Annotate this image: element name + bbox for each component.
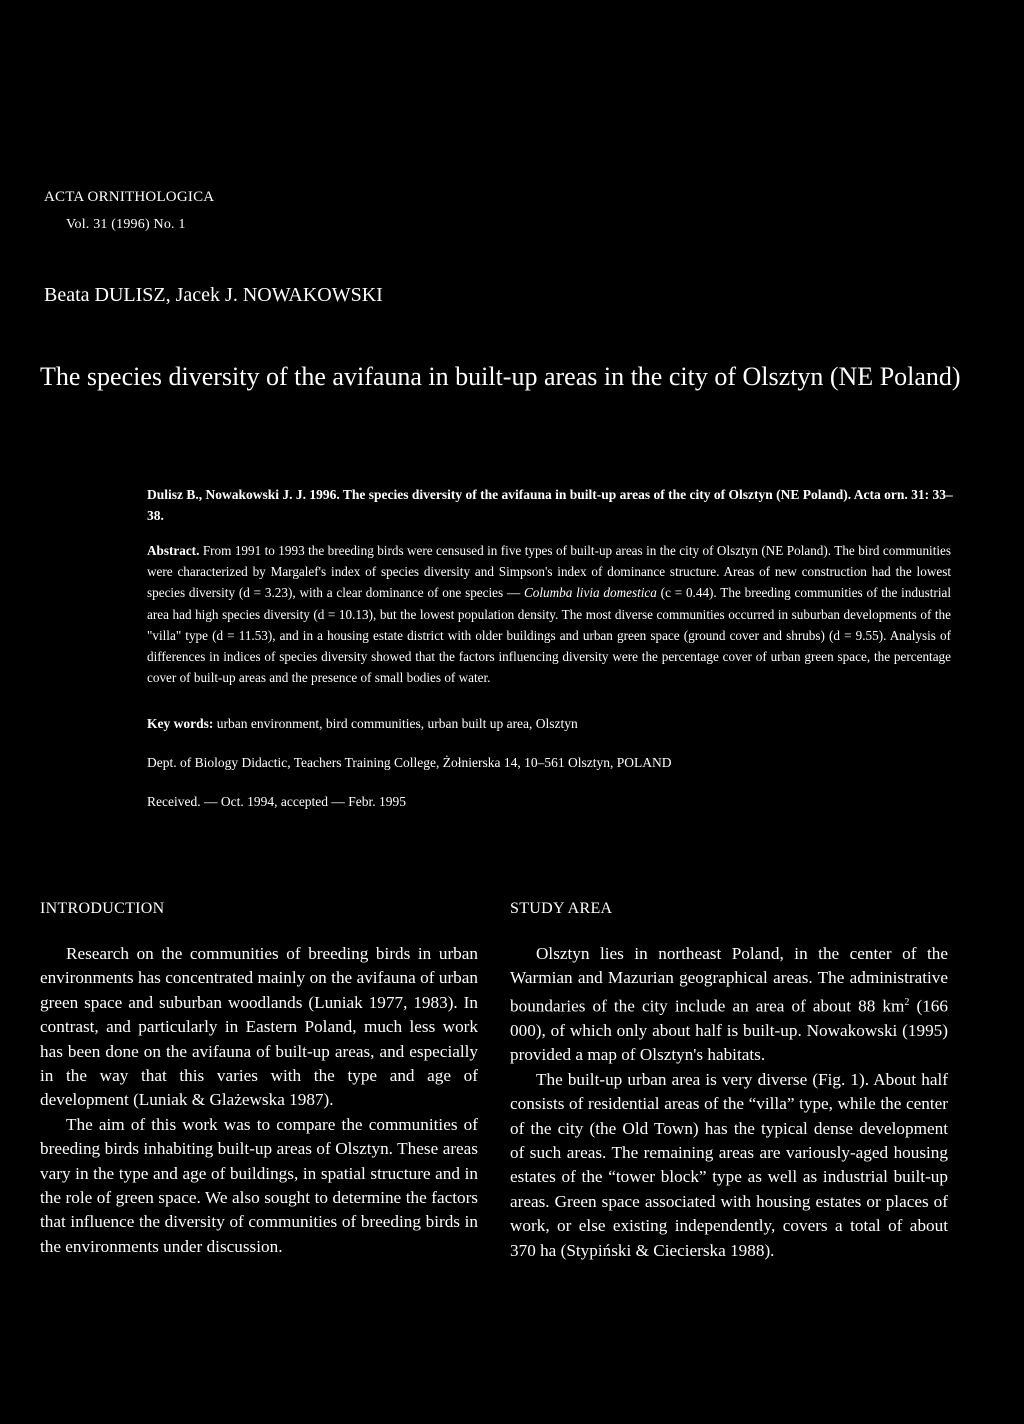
introduction-paragraph: The aim of this work was to compare the communities of breeding birds inhabiting built-up areas of Olsztyn. These areas vary in the type and age of buildings, in spatial structure and in the role of green space. We also sought to determine the factors that influence the diversity of communities of breeding birds in the environments under discussion. bbox=[40, 1114, 478, 1256]
affiliation: Dept. of Biology Didactic, Teachers Training College, Żołnierska 14, 10–561 Olsztyn, POLAND bbox=[147, 755, 672, 770]
abstract-species: Columba livia domestica bbox=[523, 585, 657, 601]
introduction-paragraph: Research on the communities of breeding birds in urban environments has concentrated mainly on the avifauna of urban green space and suburban woodlands (Luniak 1977, 1983). In contrast, and particularly in Eastern Poland, much less work has been done on the avifauna of built-up areas, and especially in the way that this varies with the type and age of development (Luniak & Glażewska 1987). bbox=[40, 944, 478, 1110]
journal-name: ACTA ORNITHOLOGICA bbox=[44, 189, 215, 205]
authors: Beata DULISZ, Jacek J. NOWAKOWSKI bbox=[44, 284, 383, 306]
study-area-body bbox=[510, 942, 948, 1263]
study-area-paragraph bbox=[510, 942, 948, 1068]
abstract bbox=[147, 540, 951, 688]
abstract-text-2: (c = 0.44). The breeding communities of the industrial area had high species diversity (d = 10.13), but the lowest population density. The most diverse communities occurred in suburban developments of the "villa" type (d = 11.53), and in a housing estate district with older buildings and urban green space (ground cover and shrubs) (d = 9.55). Analysis of differences in indices of species diversity showed that the factors influencing diversity were the percentage cover of urban green space, the percentage cover of built-up areas and the presence of small bodies of water. bbox=[147, 585, 952, 686]
journal-header bbox=[44, 187, 214, 235]
km-superscript: 2 bbox=[904, 996, 910, 1008]
introduction-body bbox=[40, 942, 478, 1259]
abstract-label: Abstract. bbox=[147, 543, 200, 558]
keywords-label: Key words: bbox=[147, 716, 214, 731]
received-dates: Received. — Oct. 1994, accepted — Febr. 1995 bbox=[147, 794, 407, 809]
keywords-text: urban environment, bird communities, urban built up area, Olsztyn bbox=[216, 716, 578, 731]
study-area-p1-a: Olsztyn lies in northeast Poland, in the center of the Warmian and Mazurian geographical areas. The administrative boundaries of the city include an area of about 88 km bbox=[510, 944, 948, 1016]
citation: Dulisz B., Nowakowski J. J. 1996. The species diversity of the avifauna in built-up areas of the city of Olsztyn (NE Poland). Acta orn. 31: 33–38. bbox=[147, 487, 953, 523]
journal-volume: Vol. 31 (1996) No. 1 bbox=[66, 217, 186, 232]
study-area-paragraph: The built-up urban area is very diverse (Fig. 1). About half consists of residential areas of the “villa” type, while the center of the city (the Old Town) has the typical dense development of such areas. The remaining areas are variously-aged housing estates of the “tower block” type as well as industrial built-up areas. Green space associated with housing estates or places of work, or else existing independently, covers a total of about 370 ha (Stypiński & Ciecierska 1988). bbox=[510, 1069, 948, 1260]
paper-title: The species diversity of the avifauna in built-up areas in the city of Olsztyn (NE Poland) bbox=[40, 362, 961, 391]
study-area-p1-b: (166 000), of which only about half is built-up. Nowakowski (1995) provided a map of Olsztyn's habitats. bbox=[510, 996, 948, 1065]
study-area-heading: STUDY AREA bbox=[510, 900, 613, 917]
keywords bbox=[147, 714, 578, 734]
introduction-heading: INTRODUCTION bbox=[40, 900, 165, 917]
abstract-text-1: From 1991 to 1993 the breeding birds were censused in five types of built-up areas in the city of Olsztyn (NE Poland). The bird communities were characterized by Margalef's index of species diversity and Simpson's index of dominance structure. Areas of new construction had the lowest species diversity (d = 3.23), with a clear dominance of one species — bbox=[147, 543, 952, 601]
